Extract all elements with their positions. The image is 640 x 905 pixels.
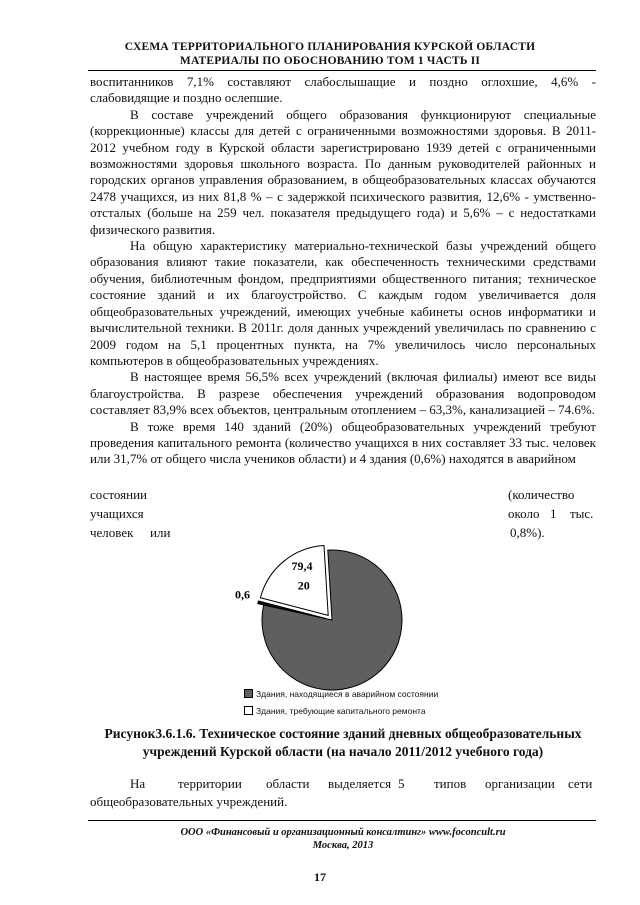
word: 5 (398, 776, 405, 791)
paragraph: На общую характеристику материально-технической базы учреждений общего образования влияют такие показатели, как обеспеченность техническими средствами обучения, библиотечным фондом, предприятиями общественного питания; техническое состояние зданий и их благоустройство. С каждым годом увеличивается доля общеобразовательных учреждений, имеющих учебные кабинеты основ информатики и вычислительной техники. В 2011г. доля данных учреждений увеличилась по сравнению с 2009 годом на 5,1 процентных пункта, на 7% увеличилось число персональных компьютеров в общеобразовательных учреждениях. (90, 238, 596, 368)
flow-text-left: учащихся (90, 506, 144, 521)
figure-caption (90, 725, 596, 761)
flow-text-left: или (150, 525, 171, 540)
footer-rule (88, 820, 596, 821)
paragraph: В настоящее время 56,5% всех учреждений (включая филиалы) имеют все виды благоустройства. В разрезе обеспечения учреждений образования водопроводом составляет 83,9% всех объектов, центральным отоплением – 63,3%, канализацией – 74.6%. (90, 369, 596, 418)
body-text (90, 74, 596, 468)
legend-item (244, 688, 438, 700)
footer-city: Москва, 2013 (312, 840, 374, 851)
word: территории (178, 776, 242, 791)
document-footer (90, 826, 596, 852)
legend-label: Здания, требующие капитального ремонта (256, 706, 426, 716)
legend-label: Здания, находящиеся в аварийном состоянии (256, 689, 439, 699)
footer-org: ООО «Финансовый и организационный консалтинг» www.foconcult.ru (180, 827, 506, 838)
flow-text-right: 1 (550, 506, 557, 521)
paragraph: В составе учреждений общего образования функционируют специальные (коррекционные) классы для детей с ограниченными возможностями здоровья. В 2011-2012 учебном году в Курской области зарегистрировано 1939 детей с ограниченными возможностями здоровья школьного возраста. По данным руководителей районных и городских органов управления образованием, в общеобразовательных классах обучаются 2478 учащихся, из них 81,8 % – с задержкой психического развития, 12,6% - умственно-отсталых (больше на 259 чел. показателя предыдущего года) и 5,6% – с недостатками физического развития. (90, 106, 596, 237)
flow-text-right: тыс. (570, 506, 594, 521)
caption-line: Рисунок3.6.1.6. Техническое состояние зданий дневных общеобразовательных (104, 726, 582, 741)
word: области (266, 776, 310, 791)
legend-item (244, 705, 426, 717)
legend-swatch (244, 706, 253, 715)
pie-data-label: 0,6 (235, 587, 251, 602)
word: На (130, 776, 146, 791)
header-rule (88, 70, 596, 71)
header-title: СХЕМА ТЕРРИТОРИАЛЬНОГО ПЛАНИРОВАНИЯ КУРСКОЙ ОБЛАСТИ (124, 41, 536, 53)
header-subtitle: МАТЕРИАЛЫ ПО ОБОСНОВАНИЮ ТОМ 1 ЧАСТЬ II (179, 55, 481, 67)
paragraph: В тоже время 140 зданий (20%) общеобразовательных учреждений требуют проведения капитального ремонта (количество учащихся в них составляет 33 тыс. человек или 31,7% от общего числа учеников области) и 4 здания (0,6%) находятся в аварийном (90, 418, 596, 467)
page-number: 17 (314, 870, 326, 884)
word: выделяется (328, 776, 392, 791)
paragraph: воспитанников 7,1% составляют слабослышащие и поздно оглохшие, 4,6% - слабовидящие и поздно ослепшие. (90, 74, 596, 106)
flow-text-right: (количество (508, 487, 575, 502)
word: сети (568, 776, 593, 791)
flow-text-left: человек (90, 525, 134, 540)
flow-text-left: состоянии (90, 487, 147, 502)
legend-swatch (244, 689, 253, 698)
flow-text-right: около (508, 506, 540, 521)
paragraph-line: общеобразовательных учреждений. (90, 794, 288, 809)
word: организации (485, 776, 555, 791)
caption-line: учреждений Курской области (на начало 2011/2012 учебного года) (142, 744, 544, 759)
document-header (60, 40, 600, 68)
word: типов (434, 776, 467, 791)
flow-text-right: 0,8%). (510, 525, 545, 540)
pie-data-label: 20 (297, 578, 310, 593)
pie-data-label: 79,4 (291, 559, 313, 573)
